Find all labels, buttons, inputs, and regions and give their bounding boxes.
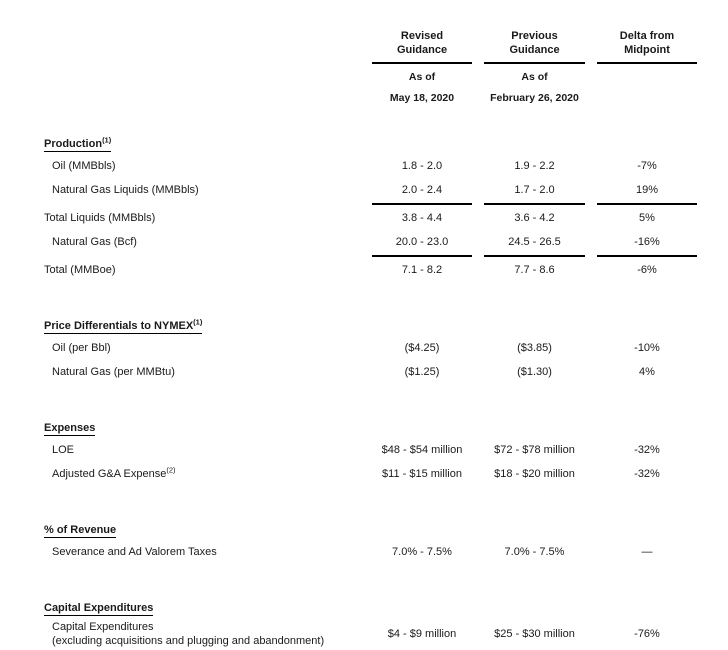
- section-header-price-differentials-row: [0, 310, 728, 336]
- section-header-expenses-row: [0, 412, 728, 438]
- table-row: [0, 230, 728, 254]
- delta-as-of-date: [591, 83, 703, 104]
- section-title-price-differentials: Price Differentials to NYMEX: [44, 320, 194, 332]
- table-row: [0, 336, 728, 360]
- header-bottom-gap: [0, 104, 728, 128]
- row-value-delta: 5%: [639, 212, 655, 224]
- row-value-revised: ($1.25): [404, 366, 440, 378]
- label-column-header: [0, 30, 366, 60]
- table-row: [0, 154, 728, 178]
- section-header-pct-of-revenue: [0, 514, 366, 540]
- column-header-delta-from-midpoint: [591, 30, 703, 60]
- row-label-natural-gas: Natural Gas (Bcf): [52, 236, 137, 248]
- row-value-revised: $48 - $54 million: [381, 444, 463, 456]
- top-spacer-cell: [0, 0, 366, 30]
- delta-header-line2: Midpoint: [624, 43, 670, 56]
- row-value-previous: 1.7 - 2.0: [514, 184, 555, 196]
- row-value-previous: $25 - $30 million: [494, 628, 575, 640]
- row-value-revised: 7.0% - 7.5%: [392, 546, 452, 558]
- revised-as-of-label: As of: [408, 71, 436, 83]
- section-title-production: Production: [44, 138, 103, 150]
- row-value-previous: 3.6 - 4.2: [514, 212, 555, 224]
- row-label-total-mmboe: Total (MMBoe): [44, 264, 116, 276]
- section-header-expenses: [0, 412, 366, 438]
- row-value-revised: 7.1 - 8.2: [401, 264, 443, 276]
- previous-as-of-date: February 26, 2020: [490, 92, 579, 104]
- table-row: [0, 540, 728, 564]
- column-header-revised-guidance: [366, 30, 478, 60]
- row-value-previous: 7.7 - 8.6: [514, 264, 555, 276]
- row-value-previous: 7.0% - 7.5%: [504, 546, 565, 558]
- row-label-severance-and-ad-valorem-taxes: Severance and Ad Valorem Taxes: [52, 546, 217, 558]
- row-label-capital-expenditures-line2: (excluding acquisitions and plugging and abandonment): [52, 635, 325, 647]
- row-label-natural-gas-liquids: Natural Gas Liquids (MMBbls): [52, 184, 199, 196]
- row-value-previous: 24.5 - 26.5: [508, 236, 561, 248]
- revised-header-line2: Guidance: [396, 43, 448, 56]
- row-footnote-adjusted-ga-expense: (2): [166, 465, 176, 475]
- row-value-revised: 3.8 - 4.4: [401, 212, 443, 224]
- row-label-oil-per-bbl: Oil (per Bbl): [52, 342, 111, 354]
- section-header-pct-of-revenue-row: [0, 514, 728, 540]
- row-value-previous: ($3.85): [517, 342, 552, 354]
- revised-header-line1: Revised: [400, 30, 444, 42]
- row-value-revised: 1.8 - 2.0: [401, 160, 443, 172]
- table-row: [0, 206, 728, 230]
- row-label-adjusted-ga-expense: [0, 462, 366, 486]
- table-row: [0, 360, 728, 384]
- column-header-previous-guidance: [478, 30, 591, 60]
- revised-as-of-date: May 18, 2020: [389, 92, 455, 104]
- as-of-date-row: [0, 83, 728, 104]
- row-value-delta: -7%: [637, 160, 657, 172]
- row-label-capital-expenditures-line1: Capital Expenditures: [52, 621, 154, 633]
- row-value-delta: 4%: [639, 366, 655, 378]
- table-row: [0, 438, 728, 462]
- row-label-capital-expenditures: [0, 618, 366, 650]
- row-value-delta: —: [641, 546, 653, 558]
- section-gap: [0, 282, 728, 310]
- section-gap: [0, 384, 728, 412]
- section-title-capital-expenditures: Capital Expenditures: [44, 602, 154, 614]
- column-header-row: [0, 30, 728, 60]
- delta-header-line1: Delta from: [619, 30, 675, 42]
- row-value-delta: -10%: [634, 342, 660, 354]
- row-value-delta: -6%: [637, 264, 657, 276]
- row-value-delta: -32%: [634, 444, 660, 456]
- row-value-revised: 20.0 - 23.0: [395, 236, 449, 248]
- section-title-pct-of-revenue: % of Revenue: [44, 524, 117, 536]
- section-header-production: [0, 128, 366, 154]
- section-footnote-production: (1): [102, 135, 112, 145]
- table-row: [0, 178, 728, 202]
- row-value-delta: -16%: [634, 236, 660, 248]
- table-row: [0, 462, 728, 486]
- row-label-loe: LOE: [52, 444, 75, 456]
- section-gap: [0, 564, 728, 592]
- section-gap: [0, 486, 728, 514]
- section-footnote-price-differentials: (1): [193, 317, 203, 327]
- previous-header-line2: Guidance: [509, 43, 560, 56]
- row-value-delta: 19%: [635, 184, 659, 196]
- row-label-total-liquids: Total Liquids (MMBbls): [44, 212, 156, 224]
- row-value-previous: $72 - $78 million: [494, 444, 575, 456]
- section-header-capital-expenditures-row: [0, 592, 728, 618]
- previous-as-of-label: As of: [521, 71, 548, 83]
- row-value-previous: $18 - $20 million: [494, 468, 575, 480]
- row-value-delta: -32%: [634, 468, 660, 480]
- as-of-row: [0, 65, 728, 83]
- section-header-price-differentials: [0, 310, 366, 336]
- row-value-revised: 2.0 - 2.4: [401, 184, 443, 196]
- section-header-production-row: [0, 128, 728, 154]
- row-value-previous: ($1.30): [517, 366, 552, 378]
- previous-header-line1: Previous: [511, 30, 558, 42]
- row-value-previous: 1.9 - 2.2: [514, 160, 555, 172]
- table-row: [0, 258, 728, 282]
- row-label-oil: Oil (MMBbls): [52, 160, 116, 172]
- section-title-expenses: Expenses: [44, 422, 96, 434]
- row-value-revised: $4 - $9 million: [387, 628, 457, 640]
- table-row: [0, 618, 728, 650]
- row-value-revised: $11 - $15 million: [382, 468, 462, 480]
- section-header-capital-expenditures: [0, 592, 366, 618]
- top-spacer-row: [0, 0, 728, 30]
- row-label-natural-gas-per-mmbtu: Natural Gas (per MMBtu): [52, 366, 175, 378]
- row-value-delta: -76%: [634, 628, 660, 640]
- row-value-revised: ($4.25): [404, 342, 440, 354]
- delta-as-of-label: [591, 65, 703, 83]
- row-label-adjusted-ga-expense-text: Adjusted G&A Expense: [52, 468, 167, 480]
